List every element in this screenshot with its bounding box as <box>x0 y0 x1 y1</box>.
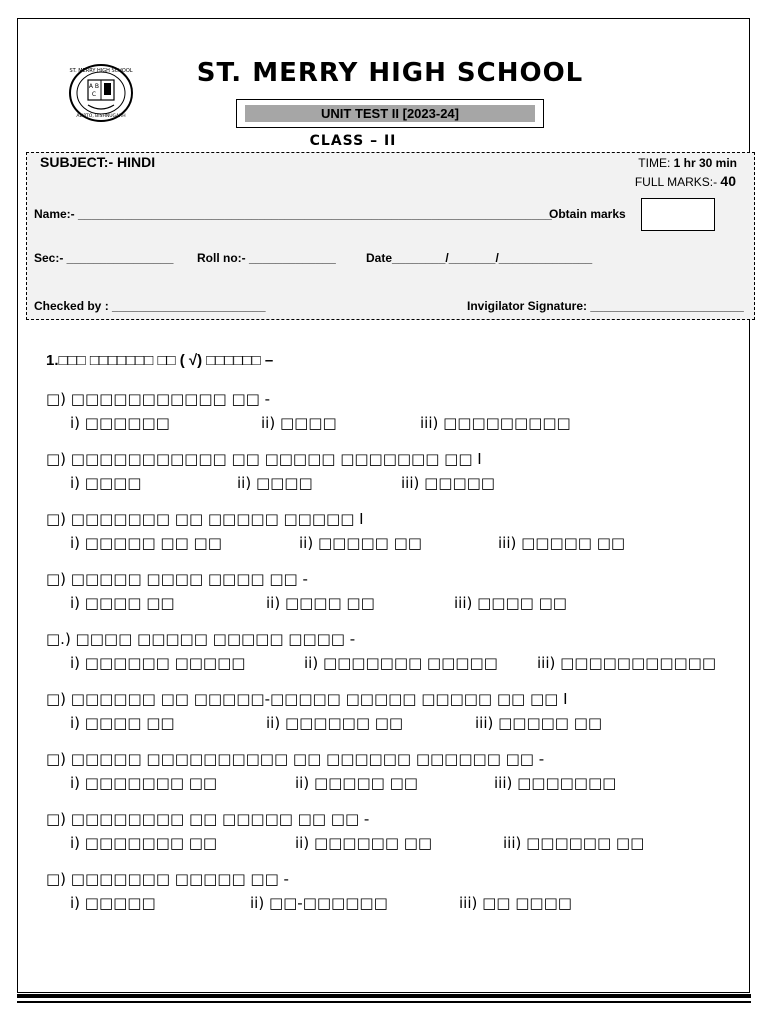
option-2[interactable]: ii) □□□□□ □□ <box>299 534 422 552</box>
test-title: UNIT TEST II [2023-24] <box>245 105 535 122</box>
option-1[interactable]: i) □□□□ □□ <box>70 594 175 612</box>
question-item: □) □□□□□□□□ □□ □□□□□ □□ □□ - <box>46 810 370 828</box>
option-2[interactable]: ii) □□□□□□ □□ <box>295 834 433 852</box>
question-item: □) □□□□□□□□□□□ □□ □□□□□ □□□□□□□ □□ I <box>46 450 482 468</box>
option-1[interactable]: i) □□□□□ □□ □□ <box>70 534 222 552</box>
obtain-marks-label: Obtain marks <box>549 207 626 221</box>
option-1[interactable]: i) □□□□□□ <box>70 414 170 432</box>
option-1[interactable]: i) □□□□□□□ □□ <box>70 834 218 852</box>
option-3[interactable]: iii) □□□□□□□□□□□ <box>537 654 717 672</box>
option-3[interactable]: iii) □□□□□ <box>401 474 495 492</box>
invigilator-signature-field[interactable]: Invigilator Signature: _______________________ <box>467 299 744 313</box>
student-info-box <box>26 152 755 320</box>
class-label: CLASS – II <box>309 133 397 149</box>
option-2[interactable]: ii) □□□□ <box>261 414 337 432</box>
option-2[interactable]: ii) □□□□□ □□ <box>295 774 418 792</box>
bottom-rule <box>17 994 751 998</box>
option-3[interactable]: iii) □□□□ □□ <box>454 594 567 612</box>
option-3[interactable]: iii) □□□□□□□□□ <box>420 414 571 432</box>
section-field[interactable]: Sec:- ________________ <box>34 251 174 265</box>
option-2[interactable]: ii) □□□□□□□ □□□□□ <box>304 654 498 672</box>
checked-by-field[interactable]: Checked by : _______________________ <box>34 299 266 313</box>
roll-no-field[interactable]: Roll no:- _____________ <box>197 251 336 265</box>
question-item: □) □□□□□ □□□□□□□□□□ □□ □□□□□□ □□□□□□ □□ - <box>46 750 545 768</box>
option-1[interactable]: i) □□□□□□ □□□□□ <box>70 654 246 672</box>
svg-text:A B: A B <box>88 83 100 90</box>
option-2[interactable]: ii) □□□□ □□ <box>266 594 375 612</box>
question-item: □) □□□□□□□ □□□□□ □□ - <box>46 870 289 888</box>
option-1[interactable]: i) □□□□□□□ □□ <box>70 774 218 792</box>
option-3[interactable]: iii) □□□□□□□ <box>494 774 617 792</box>
svg-text:C: C <box>91 91 97 98</box>
time-label: TIME: 1 hr 30 min <box>638 156 737 170</box>
question-item: □.) □□□□ □□□□□ □□□□□ □□□□ - <box>46 630 356 648</box>
option-3[interactable]: iii) □□□□□ □□ <box>498 534 626 552</box>
obtain-marks-field[interactable] <box>641 198 715 231</box>
question-item: □) □□□□□□□ □□ □□□□□ □□□□□ I <box>46 510 364 528</box>
option-1[interactable]: i) □□□□ □□ <box>70 714 175 732</box>
option-3[interactable]: iii) □□ □□□□ <box>459 894 572 912</box>
school-name: ST. MERRY HIGH SCHOOL <box>196 58 584 88</box>
bottom-rule-thin <box>17 1001 751 1003</box>
question-item: □) □□□□□□□□□□□ □□ - <box>46 390 270 408</box>
option-1[interactable]: i) □□□□ <box>70 474 142 492</box>
subject-label: SUBJECT:- HINDI <box>40 154 156 170</box>
option-2[interactable]: ii) □□-□□□□□□ <box>250 894 388 912</box>
school-crest-icon <box>68 63 134 123</box>
full-marks-label: FULL MARKS:- 40 <box>634 173 736 189</box>
name-field[interactable]: Name:- _______________________________________________________________________ <box>34 207 552 221</box>
option-3[interactable]: iii) □□□□□ □□ <box>475 714 603 732</box>
svg-text:ST. MERRY HIGH SCHOOL: ST. MERRY HIGH SCHOOL <box>69 68 133 74</box>
option-2[interactable]: ii) □□□□□□ □□ <box>266 714 404 732</box>
question-item: □) □□□□□ □□□□ □□□□ □□ - <box>46 570 308 588</box>
option-1[interactable]: i) □□□□□ <box>70 894 156 912</box>
date-field[interactable]: Date________/_______/______________ <box>366 251 593 265</box>
test-title-box <box>236 99 544 128</box>
option-3[interactable]: iii) □□□□□□ □□ <box>503 834 645 852</box>
svg-text:ALIPTO, BISHNUGARH: ALIPTO, BISHNUGARH <box>76 114 126 119</box>
question-heading: 1.□□□ □□□□□□□ □□ ( √) □□□□□□ – <box>46 352 274 369</box>
option-2[interactable]: ii) □□□□ <box>237 474 313 492</box>
question-item: □) □□□□□□ □□ □□□□□-□□□□□ □□□□□ □□□□□ □□ □□ I <box>46 690 568 708</box>
